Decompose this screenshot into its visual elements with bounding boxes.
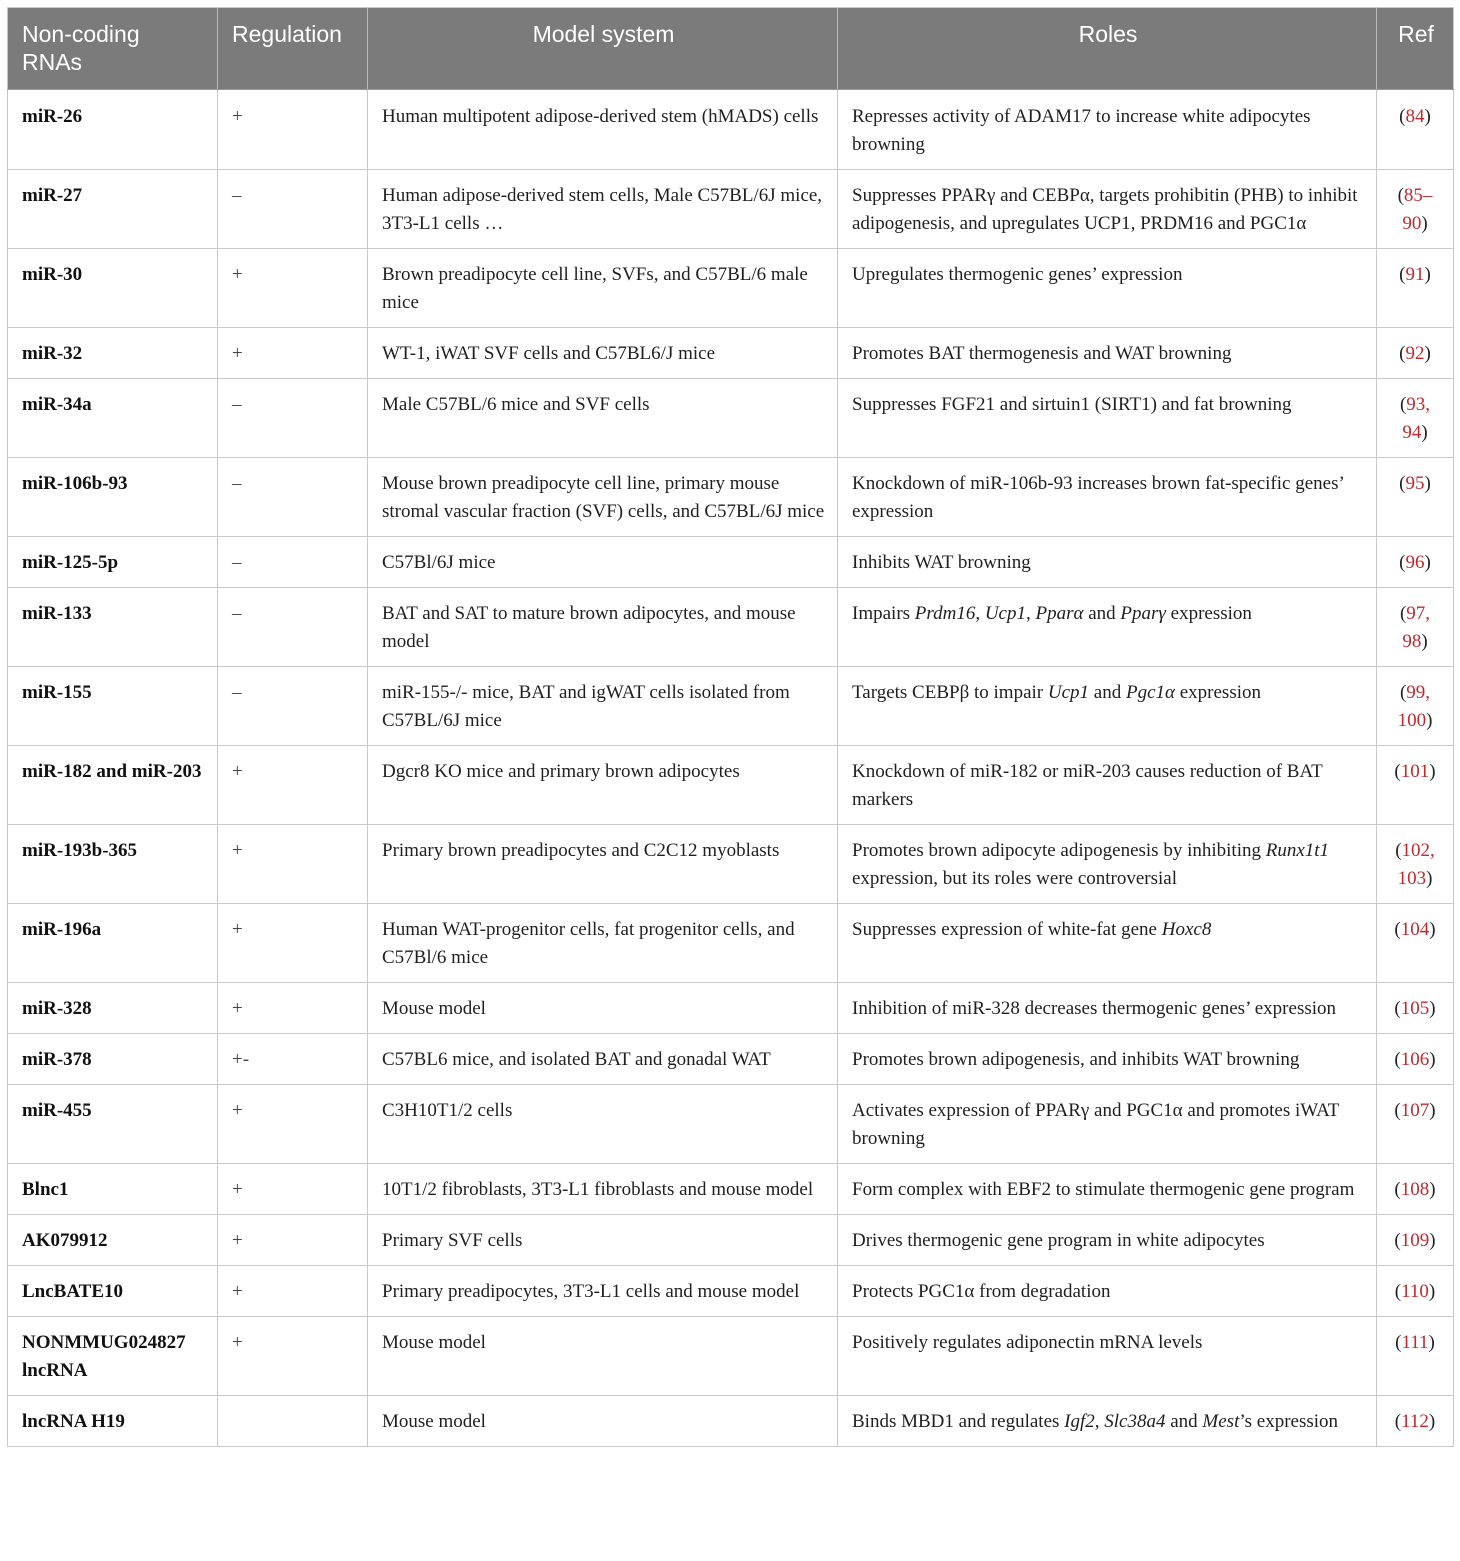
cell-noncoding-rna: miR-133 <box>8 588 218 667</box>
reference-link[interactable]: 109 <box>1400 1230 1430 1251</box>
ref-open-paren: ( <box>1394 919 1401 940</box>
table-row <box>8 746 1454 825</box>
reference-link[interactable]: 101 <box>1400 761 1430 782</box>
cell-regulation: – <box>218 537 368 588</box>
cell-ref <box>1377 667 1454 746</box>
cell-regulation: + <box>218 249 368 328</box>
cell-noncoding-rna: miR-193b-365 <box>8 825 218 904</box>
ref-close-paren: ) <box>1421 213 1428 234</box>
roles-text: Suppresses expression of white-fat gene <box>852 919 1162 940</box>
cell-noncoding-rna: miR-155 <box>8 667 218 746</box>
ref-open-paren: ( <box>1394 1100 1401 1121</box>
cell-ref <box>1377 904 1454 983</box>
cell-ref <box>1377 249 1454 328</box>
cell-roles: Upregulates thermogenic genes’ expression <box>838 249 1377 328</box>
table-row <box>8 1266 1454 1317</box>
reference-link[interactable]: 97, 98 <box>1402 603 1431 652</box>
reference-link[interactable]: 104 <box>1400 919 1430 940</box>
cell-model-system: C57BL6 mice, and isolated BAT and gonadal WAT <box>368 1034 838 1085</box>
ref-close-paren: ) <box>1424 106 1431 127</box>
table-row <box>8 1215 1454 1266</box>
cell-noncoding-rna: miR-32 <box>8 328 218 379</box>
cell-noncoding-rna: miR-34a <box>8 379 218 458</box>
cell-roles: Knockdown of miR-106b-93 increases brown fat-specific genes’ expression <box>838 458 1377 537</box>
header-roles: Roles <box>838 8 1377 90</box>
header-row <box>8 8 1454 90</box>
reference-link[interactable]: 91 <box>1405 264 1425 285</box>
gene-name: Pparγ <box>1120 603 1166 624</box>
ref-close-paren: ) <box>1428 1332 1435 1353</box>
cell-noncoding-rna: miR-27 <box>8 170 218 249</box>
ref-open-paren: ( <box>1395 840 1402 861</box>
cell-model-system: Primary SVF cells <box>368 1215 838 1266</box>
ref-close-paren: ) <box>1424 473 1431 494</box>
gene-name: Mest <box>1202 1411 1240 1432</box>
cell-model-system: BAT and SAT to mature brown adipocytes, and mouse model <box>368 588 838 667</box>
ref-close-paren: ) <box>1429 919 1436 940</box>
reference-link[interactable]: 105 <box>1400 998 1430 1019</box>
ref-close-paren: ) <box>1424 264 1431 285</box>
roles-text: and <box>1089 682 1126 703</box>
table-header <box>8 8 1454 90</box>
cell-regulation: + <box>218 90 368 170</box>
cell-regulation <box>218 1396 368 1447</box>
ref-close-paren: ) <box>1426 868 1433 889</box>
table-row <box>8 1164 1454 1215</box>
cell-model-system: Mouse model <box>368 983 838 1034</box>
gene-name: Pparα <box>1035 603 1084 624</box>
ref-close-paren: ) <box>1426 710 1433 731</box>
header-noncoding-rnas: Non-coding RNAs <box>8 8 218 90</box>
gene-name: Igf2 <box>1064 1411 1095 1432</box>
cell-model-system: Human multipotent adipose-derived stem (hMADS) cells <box>368 90 838 170</box>
cell-ref <box>1377 1317 1454 1396</box>
cell-regulation: – <box>218 458 368 537</box>
cell-roles: Represses activity of ADAM17 to increase white adipocytes browning <box>838 90 1377 170</box>
cell-ref <box>1377 1085 1454 1164</box>
cell-regulation: – <box>218 667 368 746</box>
cell-ref <box>1377 170 1454 249</box>
cell-model-system: Primary preadipocytes, 3T3-L1 cells and mouse model <box>368 1266 838 1317</box>
roles-text: expression <box>1174 682 1261 703</box>
cell-roles: Inhibits WAT browning <box>838 537 1377 588</box>
cell-regulation: + <box>218 1317 368 1396</box>
ref-open-paren: ( <box>1399 473 1406 494</box>
table-row <box>8 379 1454 458</box>
cell-ref <box>1377 588 1454 667</box>
cell-regulation: + <box>218 1266 368 1317</box>
roles-text: and <box>1083 603 1121 624</box>
reference-link[interactable]: 112 <box>1401 1411 1429 1432</box>
cell-model-system: miR-155-/- mice, BAT and igWAT cells isolated from C57BL/6J mice <box>368 667 838 746</box>
roles-text: , <box>1094 1411 1105 1432</box>
gene-name: Pgc1α <box>1125 682 1175 703</box>
cell-regulation: + <box>218 904 368 983</box>
cell-noncoding-rna: miR-125-5p <box>8 537 218 588</box>
cell-roles <box>838 904 1377 983</box>
header-regulation: Regulation <box>218 8 368 90</box>
cell-model-system: C3H10T1/2 cells <box>368 1085 838 1164</box>
cell-noncoding-rna: NONMMUG024827 lncRNA <box>8 1317 218 1396</box>
table-row <box>8 667 1454 746</box>
cell-regulation: + <box>218 1085 368 1164</box>
table-container <box>7 7 1453 1447</box>
cell-roles <box>838 1396 1377 1447</box>
header-model-system: Model system <box>368 8 838 90</box>
ref-close-paren: ) <box>1429 1179 1436 1200</box>
table-row <box>8 1317 1454 1396</box>
cell-noncoding-rna: miR-26 <box>8 90 218 170</box>
ref-open-paren: ( <box>1394 1049 1401 1070</box>
ref-open-paren: ( <box>1394 998 1401 1019</box>
cell-noncoding-rna: miR-182 and miR-203 <box>8 746 218 825</box>
reference-link[interactable]: 99, 100 <box>1397 682 1431 731</box>
cell-roles: Suppresses FGF21 and sirtuin1 (SIRT1) and fat browning <box>838 379 1377 458</box>
table-row <box>8 825 1454 904</box>
ref-close-paren: ) <box>1429 998 1436 1019</box>
cell-regulation: +- <box>218 1034 368 1085</box>
cell-ref <box>1377 983 1454 1034</box>
cell-regulation: + <box>218 983 368 1034</box>
ref-open-paren: ( <box>1399 106 1406 127</box>
ref-close-paren: ) <box>1429 1100 1436 1121</box>
cell-ref <box>1377 379 1454 458</box>
cell-model-system: Mouse brown preadipocyte cell line, primary mouse stromal vascular fraction (SVF) cells, and C57BL/6J mice <box>368 458 838 537</box>
table-row <box>8 90 1454 170</box>
cell-noncoding-rna: Blnc1 <box>8 1164 218 1215</box>
cell-roles <box>838 825 1377 904</box>
gene-name: Hoxc8 <box>1161 919 1212 940</box>
table-row <box>8 249 1454 328</box>
reference-link[interactable]: 108 <box>1400 1179 1430 1200</box>
roles-text: expression, but its roles were controversial <box>852 868 1178 889</box>
table-row <box>8 1396 1454 1447</box>
roles-text: ’s expression <box>1239 1411 1339 1432</box>
cell-ref <box>1377 1215 1454 1266</box>
cell-noncoding-rna: miR-378 <box>8 1034 218 1085</box>
cell-roles: Knockdown of miR-182 or miR-203 causes reduction of BAT markers <box>838 746 1377 825</box>
roles-text: , <box>1025 603 1036 624</box>
cell-regulation: – <box>218 379 368 458</box>
ref-close-paren: ) <box>1429 1049 1436 1070</box>
ref-open-paren: ( <box>1399 682 1407 703</box>
reference-link[interactable]: 85–90 <box>1402 185 1433 234</box>
cell-roles <box>838 588 1377 667</box>
cell-ref <box>1377 825 1454 904</box>
header-ref: Ref <box>1377 8 1454 90</box>
cell-ref <box>1377 746 1454 825</box>
roles-text: Targets CEBPβ to impair <box>852 682 1048 703</box>
cell-noncoding-rna: miR-328 <box>8 983 218 1034</box>
cell-roles: Positively regulates adiponectin mRNA levels <box>838 1317 1377 1396</box>
reference-link[interactable]: 106 <box>1400 1049 1430 1070</box>
cell-noncoding-rna: miR-455 <box>8 1085 218 1164</box>
table-row <box>8 904 1454 983</box>
ref-close-paren: ) <box>1424 552 1431 573</box>
table-row <box>8 1034 1454 1085</box>
cell-model-system: Mouse model <box>368 1317 838 1396</box>
reference-link[interactable]: 110 <box>1401 1281 1429 1302</box>
ref-close-paren: ) <box>1428 1281 1436 1302</box>
ref-open-paren: ( <box>1395 1332 1402 1353</box>
table-row <box>8 170 1454 249</box>
cell-regulation: + <box>218 825 368 904</box>
ref-open-paren: ( <box>1394 1179 1401 1200</box>
cell-roles: Protects PGC1α from degradation <box>838 1266 1377 1317</box>
cell-regulation: + <box>218 328 368 379</box>
cell-roles: Form complex with EBF2 to stimulate thermogenic gene program <box>838 1164 1377 1215</box>
cell-roles: Activates expression of PPARγ and PGC1α and promotes iWAT browning <box>838 1085 1377 1164</box>
roles-text: and <box>1165 1411 1203 1432</box>
ref-open-paren: ( <box>1399 264 1406 285</box>
cell-model-system: 10T1/2 fibroblasts, 3T3-L1 fibroblasts and mouse model <box>368 1164 838 1215</box>
cell-noncoding-rna: miR-30 <box>8 249 218 328</box>
ref-open-paren: ( <box>1394 1411 1402 1432</box>
ref-open-paren: ( <box>1399 603 1407 624</box>
table-row <box>8 537 1454 588</box>
table-row <box>8 328 1454 379</box>
ref-open-paren: ( <box>1394 1281 1402 1302</box>
ref-close-paren: ) <box>1428 1411 1436 1432</box>
ref-open-paren: ( <box>1399 343 1406 364</box>
roles-text: expression <box>1165 603 1252 624</box>
ref-open-paren: ( <box>1399 552 1406 573</box>
reference-link[interactable]: 84 <box>1405 106 1425 127</box>
cell-regulation: + <box>218 746 368 825</box>
cell-ref <box>1377 1164 1454 1215</box>
reference-link[interactable]: 92 <box>1405 343 1425 364</box>
cell-ref <box>1377 537 1454 588</box>
cell-noncoding-rna: AK079912 <box>8 1215 218 1266</box>
cell-model-system: WT-1, iWAT SVF cells and C57BL6/J mice <box>368 328 838 379</box>
ref-close-paren: ) <box>1421 631 1428 652</box>
cell-model-system: Human WAT-progenitor cells, fat progenitor cells, and C57Bl/6 mice <box>368 904 838 983</box>
cell-roles: Inhibition of miR-328 decreases thermogenic genes’ expression <box>838 983 1377 1034</box>
cell-roles: Suppresses PPARγ and CEBPα, targets prohibitin (PHB) to inhibit adipogenesis, and upregulates UCP1, PRDM16 and PGC1α <box>838 170 1377 249</box>
roles-text: Binds MBD1 and regulates <box>852 1411 1065 1432</box>
roles-text: , <box>975 603 985 624</box>
ref-open-paren: ( <box>1394 1230 1401 1251</box>
ref-close-paren: ) <box>1429 761 1436 782</box>
cell-ref <box>1377 328 1454 379</box>
table-row <box>8 983 1454 1034</box>
reference-link[interactable]: 96 <box>1405 552 1425 573</box>
reference-link[interactable]: 107 <box>1400 1100 1430 1121</box>
ref-open-paren: ( <box>1394 761 1401 782</box>
cell-roles: Promotes brown adipogenesis, and inhibits WAT browning <box>838 1034 1377 1085</box>
table-row <box>8 458 1454 537</box>
cell-regulation: + <box>218 1164 368 1215</box>
cell-noncoding-rna: miR-196a <box>8 904 218 983</box>
cell-model-system: Dgcr8 KO mice and primary brown adipocytes <box>368 746 838 825</box>
ref-close-paren: ) <box>1424 343 1431 364</box>
cell-noncoding-rna: miR-106b-93 <box>8 458 218 537</box>
cell-regulation: – <box>218 170 368 249</box>
gene-name: Slc38a4 <box>1104 1411 1166 1432</box>
gene-name: Ucp1 <box>984 603 1026 624</box>
cell-model-system: Brown preadipocyte cell line, SVFs, and C57BL/6 male mice <box>368 249 838 328</box>
cell-model-system: Primary brown preadipocytes and C2C12 myoblasts <box>368 825 838 904</box>
table-row <box>8 1085 1454 1164</box>
reference-link[interactable]: 111 <box>1401 1332 1429 1353</box>
cell-regulation: + <box>218 1215 368 1266</box>
reference-link[interactable]: 93, 94 <box>1402 394 1431 443</box>
ref-open-paren: ( <box>1399 394 1407 415</box>
ref-close-paren: ) <box>1429 1230 1436 1251</box>
roles-text: Promotes brown adipocyte adipogenesis by inhibiting <box>852 840 1266 861</box>
cell-model-system: Human adipose-derived stem cells, Male C57BL/6J mice, 3T3-L1 cells … <box>368 170 838 249</box>
table-body <box>8 90 1454 1447</box>
cell-regulation: – <box>218 588 368 667</box>
cell-noncoding-rna: LncBATE10 <box>8 1266 218 1317</box>
cell-ref <box>1377 458 1454 537</box>
ref-open-paren: ( <box>1397 185 1404 206</box>
cell-roles: Promotes BAT thermogenesis and WAT browning <box>838 328 1377 379</box>
ref-close-paren: ) <box>1421 422 1428 443</box>
gene-name: Runx1t1 <box>1265 840 1330 861</box>
cell-ref <box>1377 90 1454 170</box>
gene-name: Prdm16 <box>914 603 976 624</box>
cell-roles <box>838 667 1377 746</box>
reference-link[interactable]: 102, 103 <box>1397 840 1435 889</box>
cell-ref <box>1377 1034 1454 1085</box>
cell-roles: Drives thermogenic gene program in white adipocytes <box>838 1215 1377 1266</box>
roles-text: Impairs <box>852 603 915 624</box>
cell-model-system: C57Bl/6J mice <box>368 537 838 588</box>
cell-model-system: Male C57BL/6 mice and SVF cells <box>368 379 838 458</box>
table-row <box>8 588 1454 667</box>
cell-ref <box>1377 1396 1454 1447</box>
noncoding-rna-table <box>7 7 1454 1447</box>
gene-name: Ucp1 <box>1047 682 1090 703</box>
cell-ref <box>1377 1266 1454 1317</box>
reference-link[interactable]: 95 <box>1405 473 1425 494</box>
cell-noncoding-rna: lncRNA H19 <box>8 1396 218 1447</box>
cell-model-system: Mouse model <box>368 1396 838 1447</box>
